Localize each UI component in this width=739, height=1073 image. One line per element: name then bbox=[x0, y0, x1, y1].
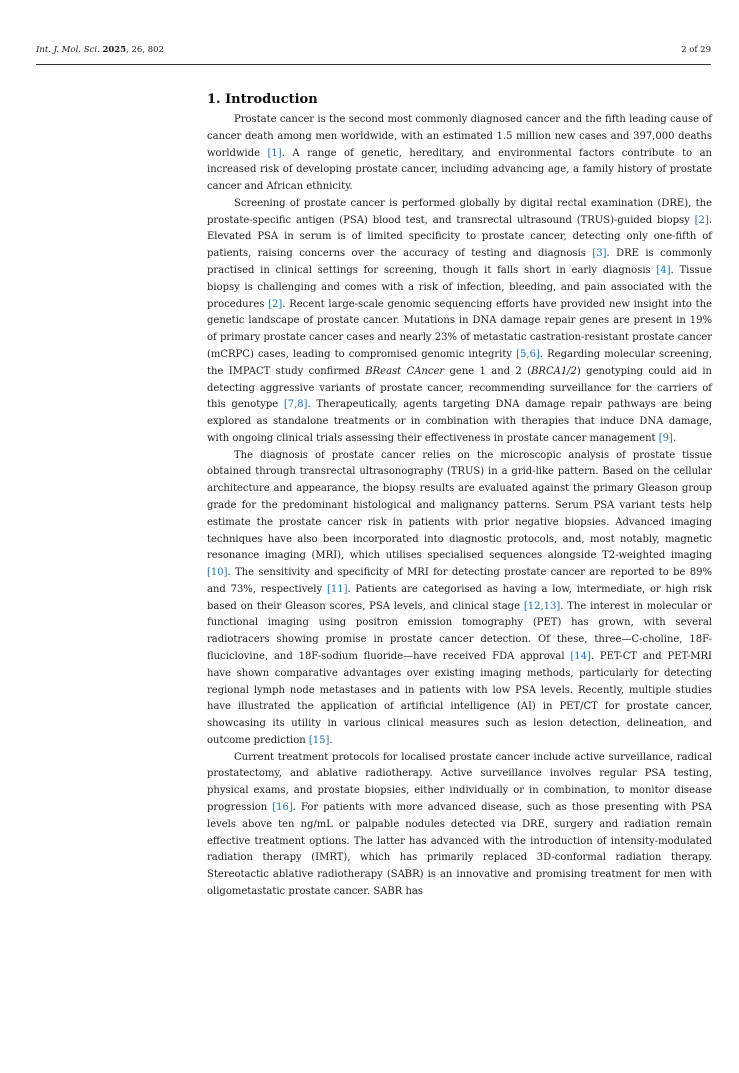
header-divider bbox=[36, 64, 711, 65]
paragraph-text: Prostate cancer is the second most commonly diagnosed cancer and the fifth leading cause of cancer death among men worldwide, with an estimated 1.5 million new cases and 397,000 deaths worldwide bbox=[207, 114, 712, 159]
paragraph-text: Screening of prostate cancer is performed globally by digital rectal examination (DRE), the prostate-specific antigen (PSA) blood test, and transrectal ultrasound (TRUS)-guided biopsy bbox=[207, 197, 712, 226]
body-paragraph bbox=[207, 112, 712, 196]
paragraph-text: . PET-CT and PET-MRI have shown comparative advantages over existing imaging methods, particularly for detecting regional lymph node metastases and in patients with low PSA levels. Recently, multiple studies have illustrated the application of artificial intelligence (AI) in PET/CT for prostate cancer, showcasing its utility in various clinical measures such as lesion detection, delineation, and outcome prediction bbox=[207, 651, 712, 746]
citation-link[interactable]: [16] bbox=[272, 802, 293, 814]
journal-name: Int. J. Mol. Sci. bbox=[36, 45, 100, 55]
citation-link[interactable]: [11] bbox=[326, 583, 348, 595]
paragraph-text: . A range of genetic, hereditary, and environmental factors contribute to an increased risk of developing prostate cancer, including advancing age, a family history of prostate cancer and African ethnicity. bbox=[207, 147, 712, 193]
citation-link[interactable]: [7,8] bbox=[283, 399, 308, 411]
paragraph-text: . Tissue biopsy is challenging and comes with a risk of infection, bleeding, and pain associated with the procedures bbox=[207, 265, 712, 310]
section-heading: 1. Introduction bbox=[207, 92, 318, 107]
citation-link[interactable]: [2] bbox=[694, 214, 709, 226]
citation-link[interactable]: [14] bbox=[570, 651, 591, 662]
citation-link[interactable]: [9] bbox=[658, 432, 673, 444]
paragraph-text: ) genotyping could aid in detecting aggressive variants of prostate cancer, recommending surveillance for the carriers of this genotype bbox=[207, 365, 712, 411]
citation-link[interactable]: [4] bbox=[656, 265, 671, 277]
citation-link[interactable]: [10] bbox=[207, 567, 228, 579]
citation-link[interactable]: [1] bbox=[267, 147, 282, 159]
paragraph-text: gene 1 and 2 ( bbox=[444, 365, 532, 377]
paragraph-text: . Elevated PSA in serum is of limited specificity to prostate cancer, detecting only one-fifth of patients, raising concerns over the accuracy of testing and diagnosis bbox=[207, 214, 712, 260]
journal-citation bbox=[36, 44, 164, 56]
italic-term: BRCA1/2 bbox=[531, 365, 577, 377]
paragraph-text: Current treatment protocols for localised prostate cancer include active surveillance, radical prostatectomy, and ablative radiotherapy. Active surveillance involves regular PSA testing, physical exams, and prostate biopsies, either individually or in combination, to monitor disease progression bbox=[207, 751, 712, 814]
paragraph-text: . The interest in molecular or functional imaging using positron emission tomography (PET) has grown, with several radiotracers showing promise in prostate cancer detection. Of these, three—C-choline, 18F-fluciclovine, and 18F-sodium fluoride—have received FDA approval bbox=[207, 600, 712, 662]
paragraph-text: . bbox=[329, 734, 333, 746]
italic-term: BReast CAncer bbox=[365, 365, 445, 377]
paragraph-text: . bbox=[672, 432, 677, 444]
citation-link[interactable]: [12,13] bbox=[523, 600, 561, 612]
journal-year: 2025 bbox=[102, 45, 127, 55]
citation-link[interactable]: [2] bbox=[268, 298, 283, 310]
paragraph-text: . Patients are categorised as having a low, intermediate, or high risk based on their Gleason scores, PSA levels, and clinical stage bbox=[207, 583, 712, 612]
body-paragraph bbox=[207, 448, 712, 750]
journal-volume-issue: , 26, 802 bbox=[126, 45, 164, 55]
article-body bbox=[207, 91, 712, 901]
paragraph-text: . Therapeutically, agents targeting DNA damage repair pathways are being explored as standalone treatments or in combination with therapies that induce DNA damage, with ongoing clinical trials assessing their effectiveness in prostate cancer management bbox=[207, 399, 712, 444]
paragraph-text: The diagnosis of prostate cancer relies on the microscopic analysis of prostate tissue obtained through transrectal ultrasonography (TRUS) in a grid-like pattern. Based on the cellular architecture and appearance, the biopsy results are evaluated against the primary Gleason group grade for the predominant histological and malignancy patterns. Serum PSA variant tests help estimate the prostate cancer risk in patients with prior negative biopsies. Advanced imaging techniques have also been incorporated into diagnostic protocols, and, most notably, magnetic resonance imaging (MRI), which utilises specialised sequences alongside T2-weighted imaging bbox=[207, 449, 712, 562]
page-number: 2 of 29 bbox=[681, 45, 711, 55]
paragraph-text: . Regarding molecular screening, the IMPACT study confirmed bbox=[207, 348, 712, 377]
paragraph-text: . The sensitivity and specificity of MRI for detecting prostate cancer are reported to be 89% and 73%, respectively bbox=[207, 567, 712, 595]
paragraph-text: . Recent large-scale genomic sequencing efforts have provided new insight into the genetic landscape of prostate cancer. Mutations in DNA damage repair genes are present in 19% of primary prostate cancer cases and nearly 23% of metastatic castration-resistant prostate cancer (mCRPC) cases, leading to compromised genomic integrity bbox=[207, 298, 712, 360]
paragraph-text: . DRE is commonly practised in clinical settings for screening, though it falls short in early diagnosis bbox=[207, 248, 712, 277]
running-header bbox=[36, 44, 711, 60]
body-paragraph bbox=[207, 750, 712, 901]
citation-link[interactable]: [5,6] bbox=[516, 348, 540, 360]
paragraph-text: . For patients with more advanced disease, such as those presenting with PSA levels above ten ng/mL or palpable nodules detected via DRE, surgery and radiation remain effective treatment options. The latter has advanced with the introduction of intensity-modulated radiation therapy (IMRT), which has primarily replaced 3D-conformal radiation therapy. Stereotactic ablative radiotherapy (SABR) is an innovative and promising treatment for men with oligometastatic prostate cancer. SABR has bbox=[207, 802, 712, 897]
citation-link[interactable]: [3] bbox=[592, 248, 607, 260]
citation-link[interactable]: [15] bbox=[308, 734, 330, 746]
body-paragraph bbox=[207, 196, 712, 448]
